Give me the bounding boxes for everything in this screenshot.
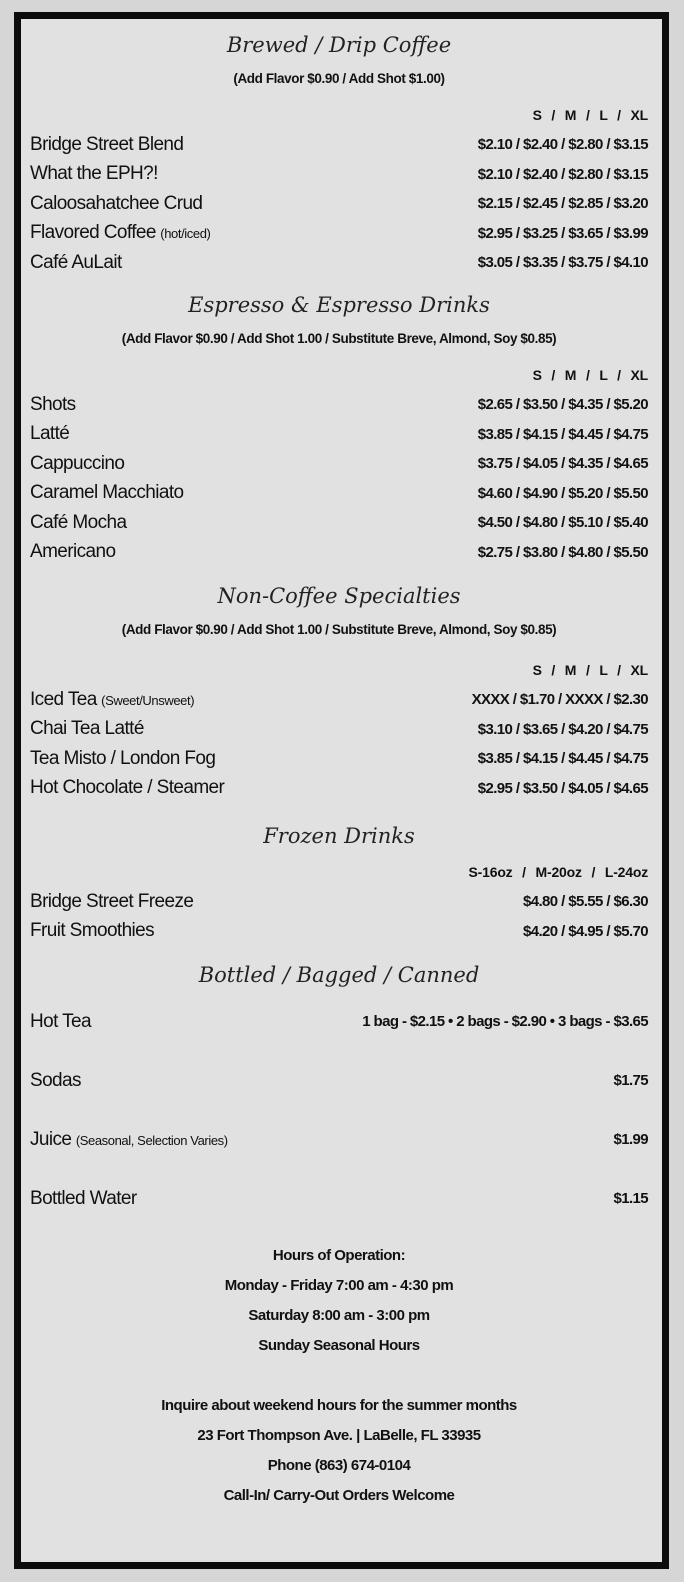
section-title: Espresso & Espresso Drinks (188, 293, 490, 317)
menu-item (30, 248, 648, 278)
menu-item (30, 774, 648, 804)
menu-item (30, 420, 648, 450)
menu-item (30, 1169, 648, 1228)
item-name: Flavored Coffee (30, 222, 156, 244)
hours-heading: Hours of Operation: (272, 1247, 406, 1264)
item-name: Tea Misto / London Fog (30, 747, 216, 769)
item-price: $2.95 / $3.25 / $3.65 / $3.99 (477, 224, 648, 242)
item-price: $1.75 (613, 1072, 648, 1089)
address: 23 Fort Thompson Ave. | LaBelle, FL 33935 (197, 1427, 481, 1444)
item-name: Hot Chocolate / Steamer (30, 777, 225, 799)
item-name: Bridge Street Blend (30, 133, 184, 155)
item-price: $2.10 / $2.40 / $2.80 / $3.15 (477, 165, 648, 183)
item-label (30, 1070, 81, 1092)
menu-item (30, 685, 648, 715)
item-price: $3.05 / $3.35 / $3.75 / $4.10 (477, 254, 648, 272)
item-name: Cappuccino (30, 452, 125, 474)
item-price: $3.85 / $4.15 / $4.45 / $4.75 (477, 425, 648, 443)
item-label (30, 163, 158, 185)
menu-item (30, 1110, 648, 1169)
menu-item (30, 449, 648, 479)
menu-section (30, 28, 648, 278)
menu-item (30, 992, 648, 1051)
item-price: $3.75 / $4.05 / $4.35 / $4.65 (477, 455, 648, 473)
item-name: Juice (30, 1128, 72, 1150)
item-price: $3.85 / $4.15 / $4.45 / $4.75 (477, 750, 648, 768)
item-price: $2.10 / $2.40 / $2.80 / $3.15 (477, 136, 648, 154)
item-price: 1 bag - $2.15 • 2 bags - $2.90 • 3 bags - $3.65 (362, 1013, 648, 1030)
item-name: Bridge Street Freeze (30, 890, 194, 912)
item-price: $3.10 / $3.65 / $4.20 / $4.75 (477, 720, 648, 738)
item-name: Fruit Smoothies (30, 920, 155, 942)
item-label (30, 453, 124, 475)
menu-item (30, 744, 648, 774)
item-price: $2.95 / $3.50 / $4.05 / $4.65 (477, 779, 648, 797)
item-label (30, 252, 122, 274)
item-label (30, 541, 115, 563)
item-label (30, 482, 183, 504)
item-price: $4.50 / $4.80 / $5.10 / $5.40 (477, 514, 648, 532)
item-label (30, 1011, 91, 1033)
item-name: Bottled Water (30, 1187, 137, 1209)
menu-item (30, 917, 648, 947)
item-price: $4.60 / $4.90 / $5.20 / $5.50 (477, 484, 648, 502)
item-name: Shots (30, 393, 76, 415)
menu-item (30, 219, 648, 249)
menu-item (30, 715, 648, 745)
menu-item (30, 189, 648, 219)
size-header: S / M / L / XL (532, 107, 648, 123)
menu-item (30, 1051, 648, 1110)
menu-section (30, 819, 648, 946)
section-note: (Add Flavor $0.90 / Add Shot 1.00 / Substitute Breve, Almond, Soy $0.85) (121, 622, 557, 637)
size-header: S / M / L / XL (532, 662, 648, 678)
menu-item (30, 887, 648, 917)
size-header: S-16oz / M-20oz / L-24oz (468, 864, 648, 880)
weekend-hours-note: Inquire about weekend hours for the summer months (161, 1397, 517, 1414)
item-name: Iced Tea (30, 688, 97, 710)
item-label (30, 193, 202, 215)
menu-section (30, 579, 648, 803)
item-name: Café AuLait (30, 251, 122, 273)
item-label (30, 891, 193, 913)
hours-of-operation (30, 1241, 648, 1361)
item-name: Chai Tea Latté (30, 718, 144, 740)
item-note: (hot/iced) (160, 226, 211, 242)
item-name: Caloosahatchee Crud (30, 192, 203, 214)
menu-item (30, 130, 648, 160)
item-label (30, 222, 211, 244)
section-title: Non-Coffee Specialties (217, 584, 461, 608)
item-label (30, 1129, 228, 1151)
item-label (30, 1188, 137, 1210)
item-price: $2.15 / $2.45 / $2.85 / $3.20 (477, 195, 648, 213)
item-name: What the EPH?! (30, 163, 158, 185)
item-name: Hot Tea (30, 1010, 91, 1032)
menu-section (30, 958, 648, 1228)
section-note: (Add Flavor $0.90 / Add Shot 1.00 / Substitute Breve, Almond, Soy $0.85) (121, 331, 557, 346)
section-title: Frozen Drinks (263, 824, 415, 848)
section-title: Brewed / Drip Coffee (226, 33, 452, 57)
item-price: XXXX / $1.70 / XXXX / $2.30 (471, 691, 648, 709)
menu-item (30, 479, 648, 509)
section-title: Bottled / Bagged / Canned (198, 963, 480, 987)
item-name: Latté (30, 423, 70, 445)
item-price: $1.99 (613, 1131, 648, 1148)
item-price: $1.15 (613, 1190, 648, 1207)
item-label (30, 394, 76, 416)
item-note: (Seasonal, Selection Varies) (75, 1132, 228, 1148)
phone: Phone (863) 674-0104 (267, 1457, 411, 1474)
menu-item (30, 390, 648, 420)
hours-saturday: Saturday 8:00 am - 3:00 pm (248, 1307, 430, 1324)
item-label (30, 423, 69, 445)
item-name: Sodas (30, 1069, 81, 1091)
menu-section (30, 288, 648, 567)
menu-item (30, 508, 648, 538)
item-price: $4.80 / $5.55 / $6.30 (522, 893, 648, 911)
item-label (30, 777, 224, 799)
hours-weekday: Monday - Friday 7:00 am - 4:30 pm (224, 1277, 454, 1294)
hours-sunday: Sunday Seasonal Hours (258, 1337, 420, 1354)
contact-info (30, 1391, 648, 1511)
item-name: Americano (30, 541, 116, 563)
orders-note: Call-In/ Carry-Out Orders Welcome (223, 1487, 455, 1504)
item-label (30, 748, 215, 770)
item-price: $2.75 / $3.80 / $4.80 / $5.50 (477, 543, 648, 561)
item-label (30, 920, 154, 942)
size-header: S / M / L / XL (532, 367, 648, 383)
item-name: Caramel Macchiato (30, 482, 184, 504)
menu-item (30, 160, 648, 190)
menu-item (30, 538, 648, 568)
item-label (30, 689, 194, 711)
item-label (30, 718, 144, 740)
item-label (30, 512, 126, 534)
item-price: $2.65 / $3.50 / $4.35 / $5.20 (477, 396, 648, 414)
item-name: Café Mocha (30, 511, 127, 533)
section-note: (Add Flavor $0.90 / Add Shot $1.00) (233, 71, 445, 86)
item-label (30, 134, 183, 156)
item-price: $4.20 / $4.95 / $5.70 (522, 922, 648, 940)
item-note: (Sweet/Unsweet) (101, 692, 195, 708)
